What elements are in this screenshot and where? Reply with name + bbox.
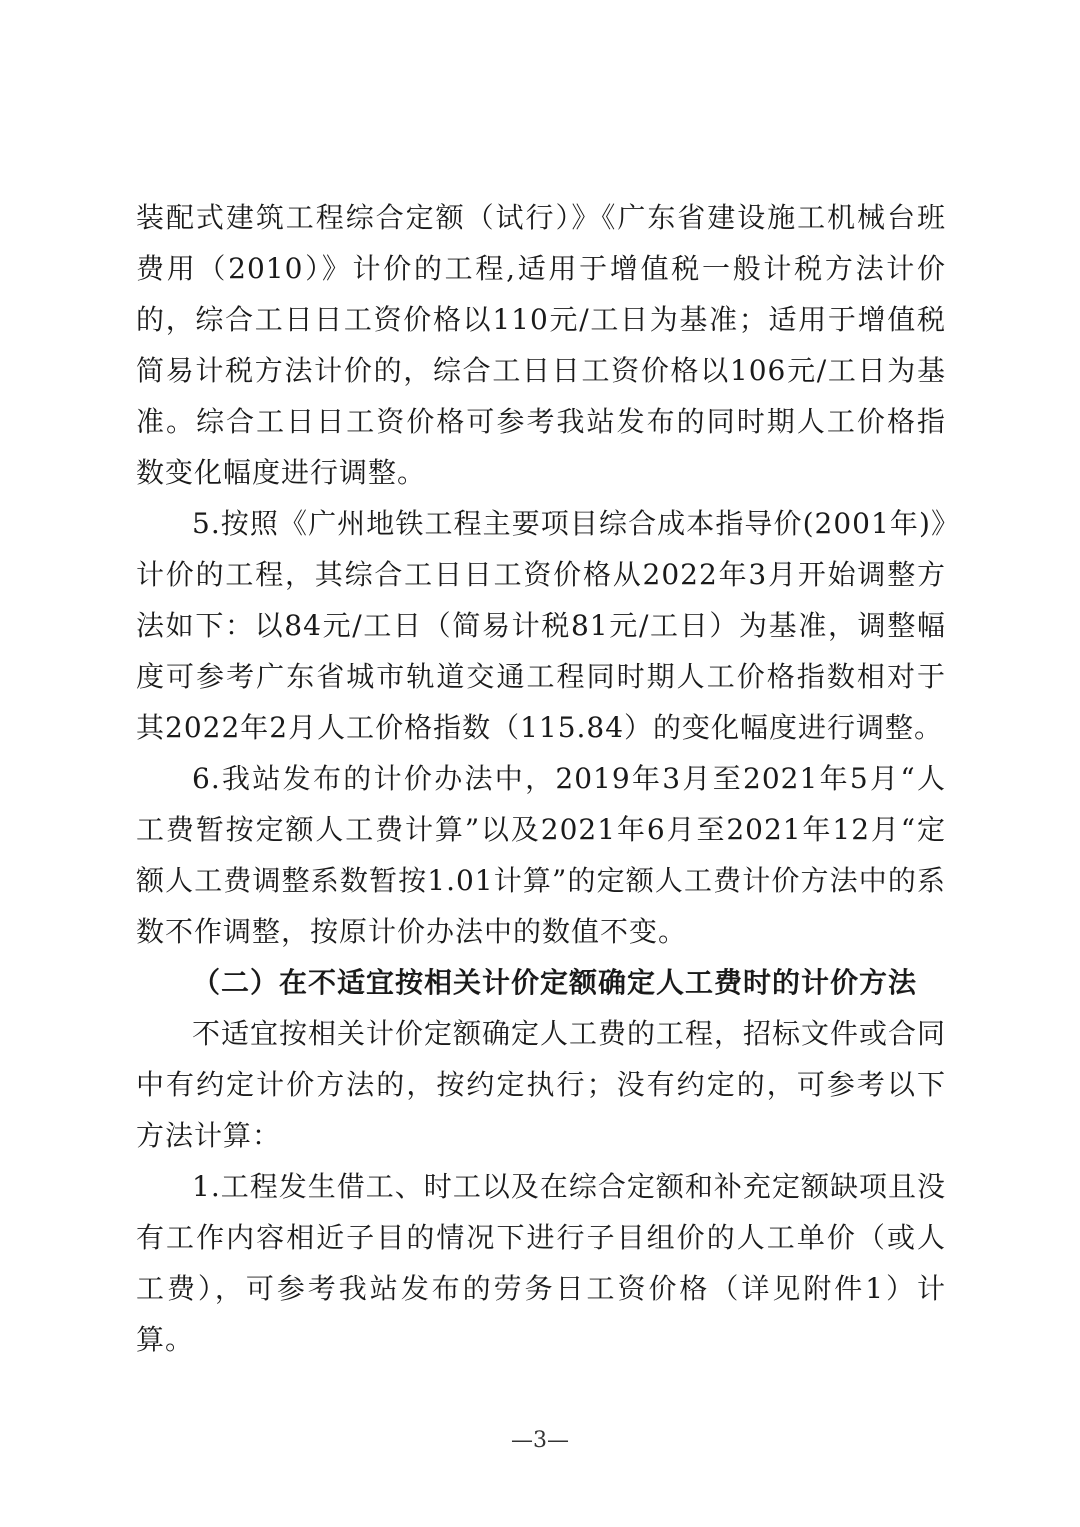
section-subheading: （二）在不适宜按相关计价定额确定人工费时的计价方法 <box>192 966 918 999</box>
paragraph-quota-wage: 装配式建筑工程综合定额（试行）》《广东省建设施工机械台班费用（2010）》计价的工程,适用于增值税一般计税方法计价的，综合工日日工资价格以110元/工日为基准；适用于增值税简易计税方法计价的，综合工日日工资价格以106元/工日为基准。综合工日日工资价格可参考我站发布的同时期人工价格指数变化幅度进行调整。 <box>136 201 946 489</box>
paragraph-method-intro: 不适宜按相关计价定额确定人工费的工程，招标文件或合同中有约定计价方法的，按约定执行；没有约定的，可参考以下方法计算： <box>136 1017 947 1152</box>
body-text <box>136 192 946 1365</box>
page-number: —3— <box>511 1428 569 1453</box>
paragraph-item-5: 5.按照《广州地铁工程主要项目综合成本指导价(2001年)》计价的工程，其综合工日日工资价格从2022年3月开始调整方法如下：以84元/工日（简易计税81元/工日）为基准，调整幅度可参考广东省城市轨道交通工程同时期人工价格指数相对于其2022年2月人工价格指数（115.84）的变化幅度进行调整。 <box>136 507 946 744</box>
paragraph-item-6: 6.我站发布的计价办法中，2019年3月至2021年5月“人工费暂按定额人工费计算”以及2021年6月至2021年12月“定额人工费调整系数暂按1.01计算”的定额人工费计价方法中的系数不作调整，按原计价办法中的数值不变。 <box>136 762 946 948</box>
paragraph-method-1: 1.工程发生借工、时工以及在综合定额和补充定额缺项且没有工作内容相近子目的情况下进行子目组价的人工单价（或人工费），可参考我站发布的劳务日工资价格（详见附件1）计算。 <box>136 1170 946 1356</box>
